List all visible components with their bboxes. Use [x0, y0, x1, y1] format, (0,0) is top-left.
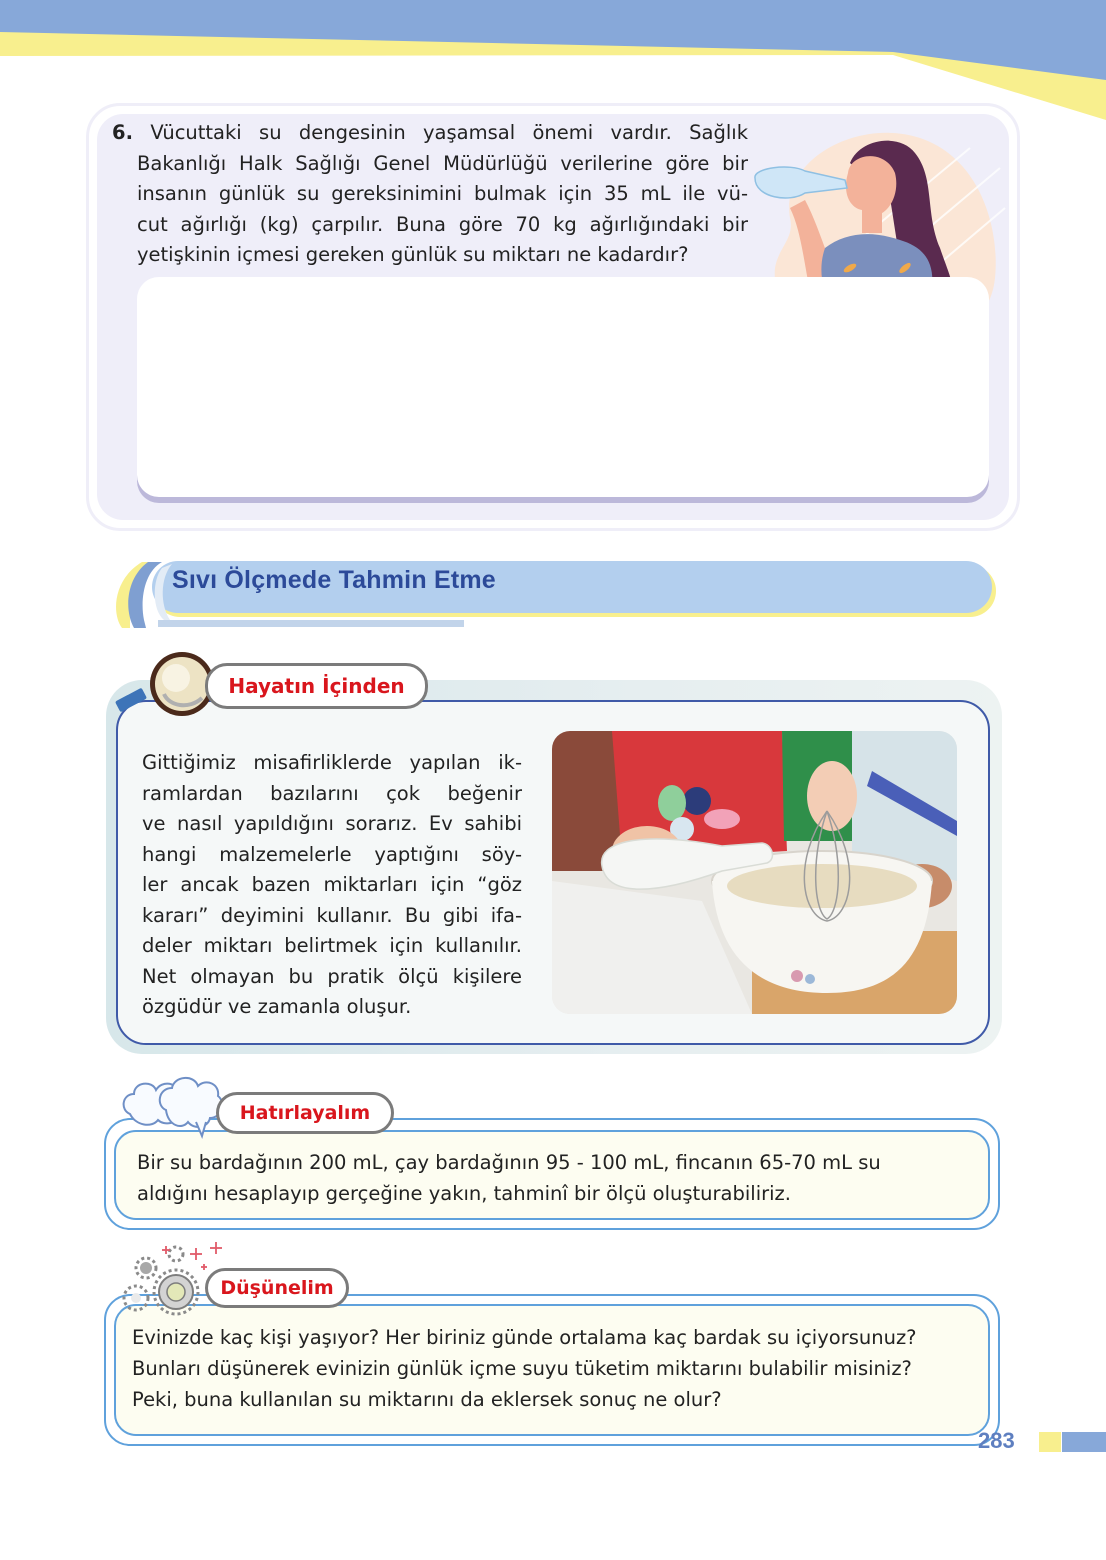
paragraph-line: Net olmayan bu pratik ölçü kişilere: [142, 964, 522, 988]
paragraph-line: ler ancak bazen miktarları için “göz: [142, 873, 522, 896]
paragraph-line: ramlardan bazılarını çok beğenir: [142, 781, 522, 805]
paragraph-line: Evinizde kaç kişi yaşıyor? Her biriniz günde ortalama kaç bardak su içiyorsunuz?: [132, 1326, 917, 1349]
footer-yellow-bar: [1039, 1432, 1061, 1452]
header-banner: [0, 0, 1106, 120]
question-line: 6. Vücuttaki su dengesinin yaşamsal önemi vardır. Sağlık: [112, 121, 748, 144]
question-line: insanın günlük su gereksinimini bulmak için 35 mL ile vü-: [137, 182, 748, 205]
section-title: Sıvı Ölçmede Tahmin Etme: [172, 566, 496, 594]
paragraph-line: kararı” deyimini kullanır. Bu gibi ifa-: [142, 903, 522, 927]
question-line: Bakanlığı Halk Sağlığı Genel Müdürlüğü verilerine göre bir: [137, 151, 748, 175]
hayatin-icinden-tag: Hayatın İçinden: [205, 663, 428, 709]
paragraph-line: Gittiğimiz misafirliklerde yapılan ik-: [142, 751, 522, 774]
paragraph-line: ve nasıl yapıldığını sorarız. Ev sahibi: [142, 812, 522, 835]
hayatin-icinden-text: [142, 748, 522, 1023]
dusunelim-tag: Düşünelim: [205, 1268, 349, 1308]
paragraph-line: deler miktarı belirtmek için kullanılır.: [142, 934, 522, 957]
question-number: 6.: [112, 121, 133, 144]
cloud-speech-icon: [118, 1074, 226, 1142]
page-number: 283: [978, 1428, 1015, 1453]
paragraph-line: özgüdür ve zamanla oluşur.: [142, 995, 412, 1018]
children-mixing-batter-photo: [552, 731, 957, 1014]
footer-blue-bar: [1062, 1432, 1106, 1452]
paragraph-line: Bunları düşünerek evinizin günlük içme suyu tüketim miktarını bulabilir misiniz?: [132, 1357, 912, 1380]
paragraph-line: aldığını hesaplayıp gerçeğine yakın, tahminî bir ölçü oluşturabiliriz.: [137, 1181, 791, 1205]
dusunelim-text: [132, 1322, 984, 1415]
hatirlayalim-text: [137, 1148, 979, 1209]
paragraph-line: hangi malzemelerle yaptığını söy-: [142, 842, 522, 866]
question-text: [112, 118, 748, 271]
question-line: yetişkinin içmesi gereken günlük su miktarı ne kadardır?: [137, 243, 689, 266]
hatirlayalim-tag: Hatırlayalım: [216, 1092, 394, 1134]
paragraph-line: Peki, buna kullanılan su miktarını da eklersek sonuç ne olur?: [132, 1388, 722, 1411]
question-line: cut ağırlığı (kg) çarpılır. Buna göre 70 kg ağırlığındaki bir: [137, 212, 748, 236]
answer-area[interactable]: [137, 277, 989, 497]
paragraph-line: Bir su bardağının 200 mL, çay bardağının 95 - 100 mL, fincanın 65-70 mL su: [137, 1151, 881, 1174]
